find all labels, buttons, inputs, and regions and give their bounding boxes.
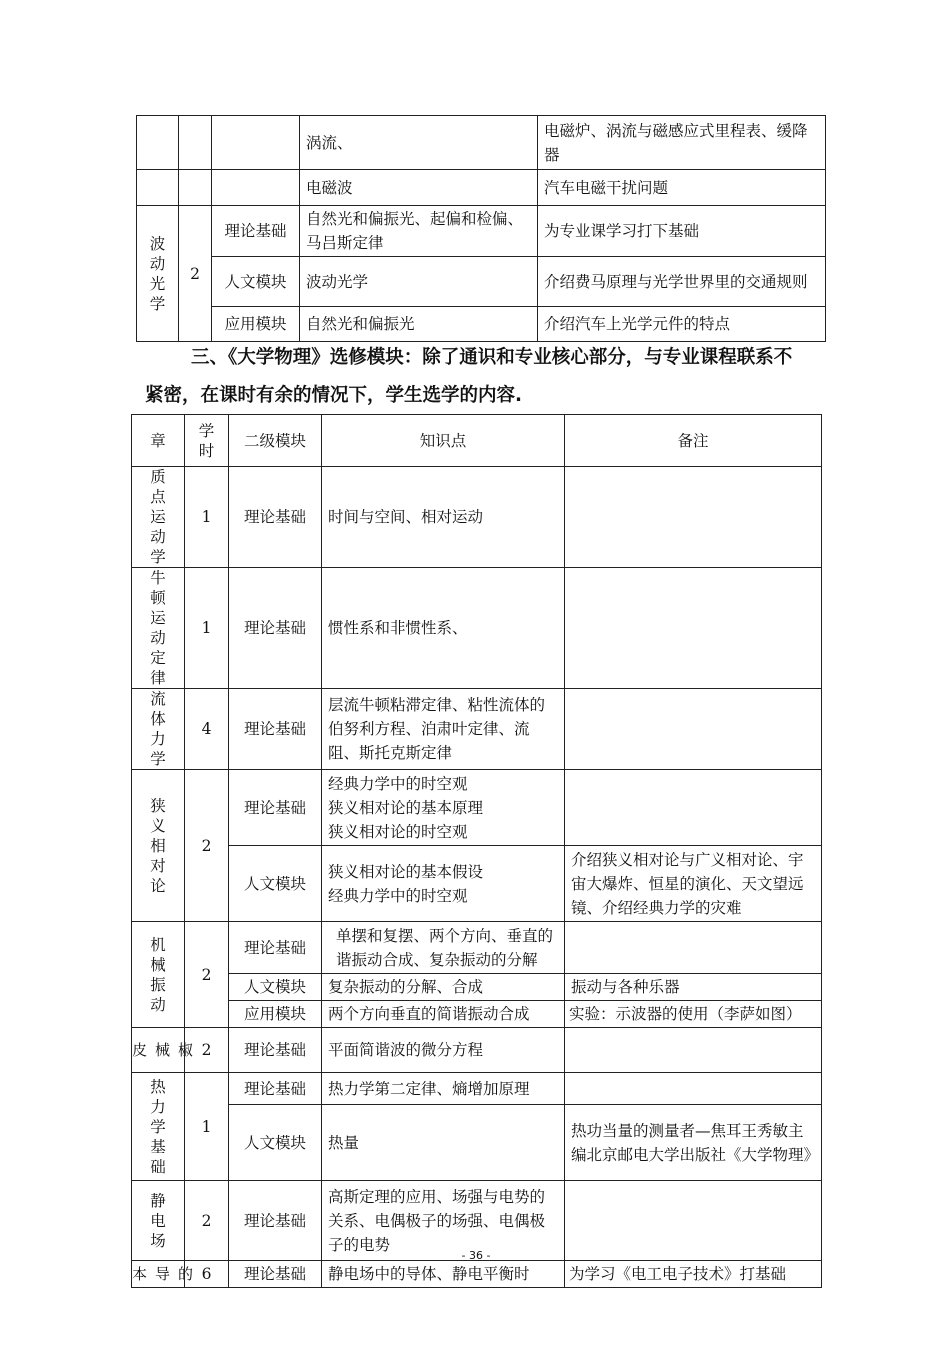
cell-note <box>565 568 822 689</box>
cell-hours: 2 <box>185 1028 229 1073</box>
cell-module: 应用模块 <box>229 1001 322 1028</box>
cell-note: 介绍费马原理与光学世界里的交通规则 <box>538 257 826 307</box>
cell-chapter: 皮械椒 <box>132 1028 185 1073</box>
cell-module: 理论基础 <box>229 689 322 770</box>
cell-chapter: 牛顿运动定律 <box>132 568 185 689</box>
cell-note <box>565 770 822 846</box>
page-number: - 36 - <box>461 1249 491 1262</box>
cell-module: 理论基础 <box>229 922 322 974</box>
cell-module: 理论基础 <box>229 467 322 568</box>
section-heading-line1: 三、《大学物理》选修模块：除了通识和专业核心部分，与专业课程联系不 <box>191 347 793 368</box>
cell-point: 层流牛顿粘滞定律、粘性流体的伯努利方程、泊肃叶定律、流阻、斯托克斯定律 <box>322 689 565 770</box>
table-row <box>132 846 822 922</box>
point-line: 狭义相对论的时空观 <box>328 822 468 841</box>
cell-note <box>565 1073 822 1105</box>
cell-chapter: 波动光学 <box>137 206 179 342</box>
cell-note <box>565 922 822 974</box>
point-line: 经典力学中的时空观 <box>328 774 468 793</box>
table-row <box>132 1028 822 1073</box>
cell-point: 惯性系和非惯性系、 <box>322 568 565 689</box>
cell-chapter: 流体力学 <box>132 689 185 770</box>
cell-point: 电磁波 <box>300 170 538 206</box>
cell-hours: 2 <box>179 206 212 342</box>
cell-module: 理论基础 <box>229 568 322 689</box>
table-row <box>132 974 822 1001</box>
header-chapter: 章 <box>132 415 185 467</box>
cell-note: 为学习《电工电子技术》打基础 <box>565 1261 822 1288</box>
cell-note: 热功当量的测量者—焦耳王秀敏主编北京邮电大学出版社《大学物理》 <box>565 1105 822 1181</box>
cell-hours: 2 <box>185 922 229 1028</box>
cell-point <box>322 846 565 922</box>
cell-point: 时间与空间、相对运动 <box>322 467 565 568</box>
cell-module: 理论基础 <box>229 1261 322 1288</box>
table-row <box>137 170 826 206</box>
table-row <box>132 1001 822 1028</box>
cell-point: 波动光学 <box>300 257 538 307</box>
table-row <box>132 689 822 770</box>
cell-module: 理论基础 <box>229 1028 322 1073</box>
cell-module: 人文模块 <box>229 846 322 922</box>
cell-point: 复杂振动的分解、合成 <box>322 974 565 1001</box>
cell-chapter: 质点运动学 <box>132 467 185 568</box>
table-row <box>137 307 826 342</box>
table-row <box>132 770 822 846</box>
cell-point: 热力学第二定律、熵增加原理 <box>322 1073 565 1105</box>
cell-module: 理论基础 <box>212 206 300 257</box>
cell-module <box>212 170 300 206</box>
cell-chapter: 本导的 <box>132 1261 185 1288</box>
cell-hours <box>179 170 212 206</box>
cell-note: 电磁炉、涡流与磁感应式里程表、缓降器 <box>538 116 826 170</box>
cell-module: 理论基础 <box>229 770 322 846</box>
section-heading-line2: 紧密，在课时有余的情况下，学生选学的内容. <box>145 385 523 406</box>
cell-hours: 2 <box>185 1181 229 1261</box>
table-row <box>137 257 826 307</box>
cell-point: 自然光和偏振光、起偏和检偏、马吕斯定律 <box>300 206 538 257</box>
cell-point: 热量 <box>322 1105 565 1181</box>
cell-module <box>212 116 300 170</box>
table-row <box>137 206 826 257</box>
cell-module: 应用模块 <box>212 307 300 342</box>
cell-note: 介绍汽车上光学元件的特点 <box>538 307 826 342</box>
cell-chapter <box>137 116 179 170</box>
cell-point: 平面简谐波的微分方程 <box>322 1028 565 1073</box>
cell-module: 理论基础 <box>229 1073 322 1105</box>
table-row <box>132 1105 822 1181</box>
table-row <box>132 467 822 568</box>
cell-note: 汽车电磁干扰问题 <box>538 170 826 206</box>
cell-point: 单摆和复摆、两个方向、垂直的谐振动合成、复杂振动的分解 <box>322 922 565 974</box>
point-line: 狭义相对论的基本假设 <box>328 862 484 881</box>
cell-hours <box>179 116 212 170</box>
cell-hours: 4 <box>185 689 229 770</box>
table-row <box>137 116 826 170</box>
cell-note: 介绍狭义相对论与广义相对论、宇宙大爆炸、恒星的演化、天文望远镜、介绍经典力学的灾难 <box>565 846 822 922</box>
cell-hours: 6 <box>185 1261 229 1288</box>
header-hours: 学时 <box>185 415 229 467</box>
cell-chapter <box>137 170 179 206</box>
cell-module: 人文模块 <box>212 257 300 307</box>
cell-point: 两个方向垂直的简谐振动合成 <box>322 1001 565 1028</box>
cell-chapter: 机械振动 <box>132 922 185 1028</box>
cell-module: 人文模块 <box>229 1105 322 1181</box>
cell-module: 理论基础 <box>229 1181 322 1261</box>
cell-point: 涡流、 <box>300 116 538 170</box>
table-wave-optics <box>136 115 826 342</box>
cell-chapter: 静电场 <box>132 1181 185 1261</box>
cell-note: 振动与各种乐器 <box>565 974 822 1001</box>
cell-hours: 1 <box>185 1073 229 1181</box>
cell-point: 高斯定理的应用、场强与电势的关系、电偶极子的场强、电偶极子的电势 <box>322 1181 565 1261</box>
cell-hours: 1 <box>185 467 229 568</box>
table-row <box>132 568 822 689</box>
cell-module: 人文模块 <box>229 974 322 1001</box>
cell-note <box>565 467 822 568</box>
cell-note: 实验：示波器的使用（李萨如图） <box>565 1001 822 1028</box>
table-row <box>132 922 822 974</box>
point-line: 狭义相对论的基本原理 <box>328 798 484 817</box>
table-header-row <box>132 415 822 467</box>
cell-hours: 1 <box>185 568 229 689</box>
point-line: 经典力学中的时空观 <box>328 886 468 905</box>
cell-note: 为专业课学习打下基础 <box>538 206 826 257</box>
header-note: 备注 <box>565 415 822 467</box>
header-point: 知识点 <box>322 415 565 467</box>
cell-point: 静电场中的导体、静电平衡时 <box>322 1261 565 1288</box>
cell-point <box>322 770 565 846</box>
header-module: 二级模块 <box>229 415 322 467</box>
table-row <box>132 1261 822 1288</box>
cell-chapter: 狭义相对论 <box>132 770 185 922</box>
cell-note <box>565 1028 822 1073</box>
table-row <box>132 1073 822 1105</box>
cell-hours: 2 <box>185 770 229 922</box>
cell-chapter: 热力学基础 <box>132 1073 185 1181</box>
cell-note <box>565 689 822 770</box>
cell-point: 自然光和偏振光 <box>300 307 538 342</box>
table-elective-modules <box>131 414 822 1288</box>
